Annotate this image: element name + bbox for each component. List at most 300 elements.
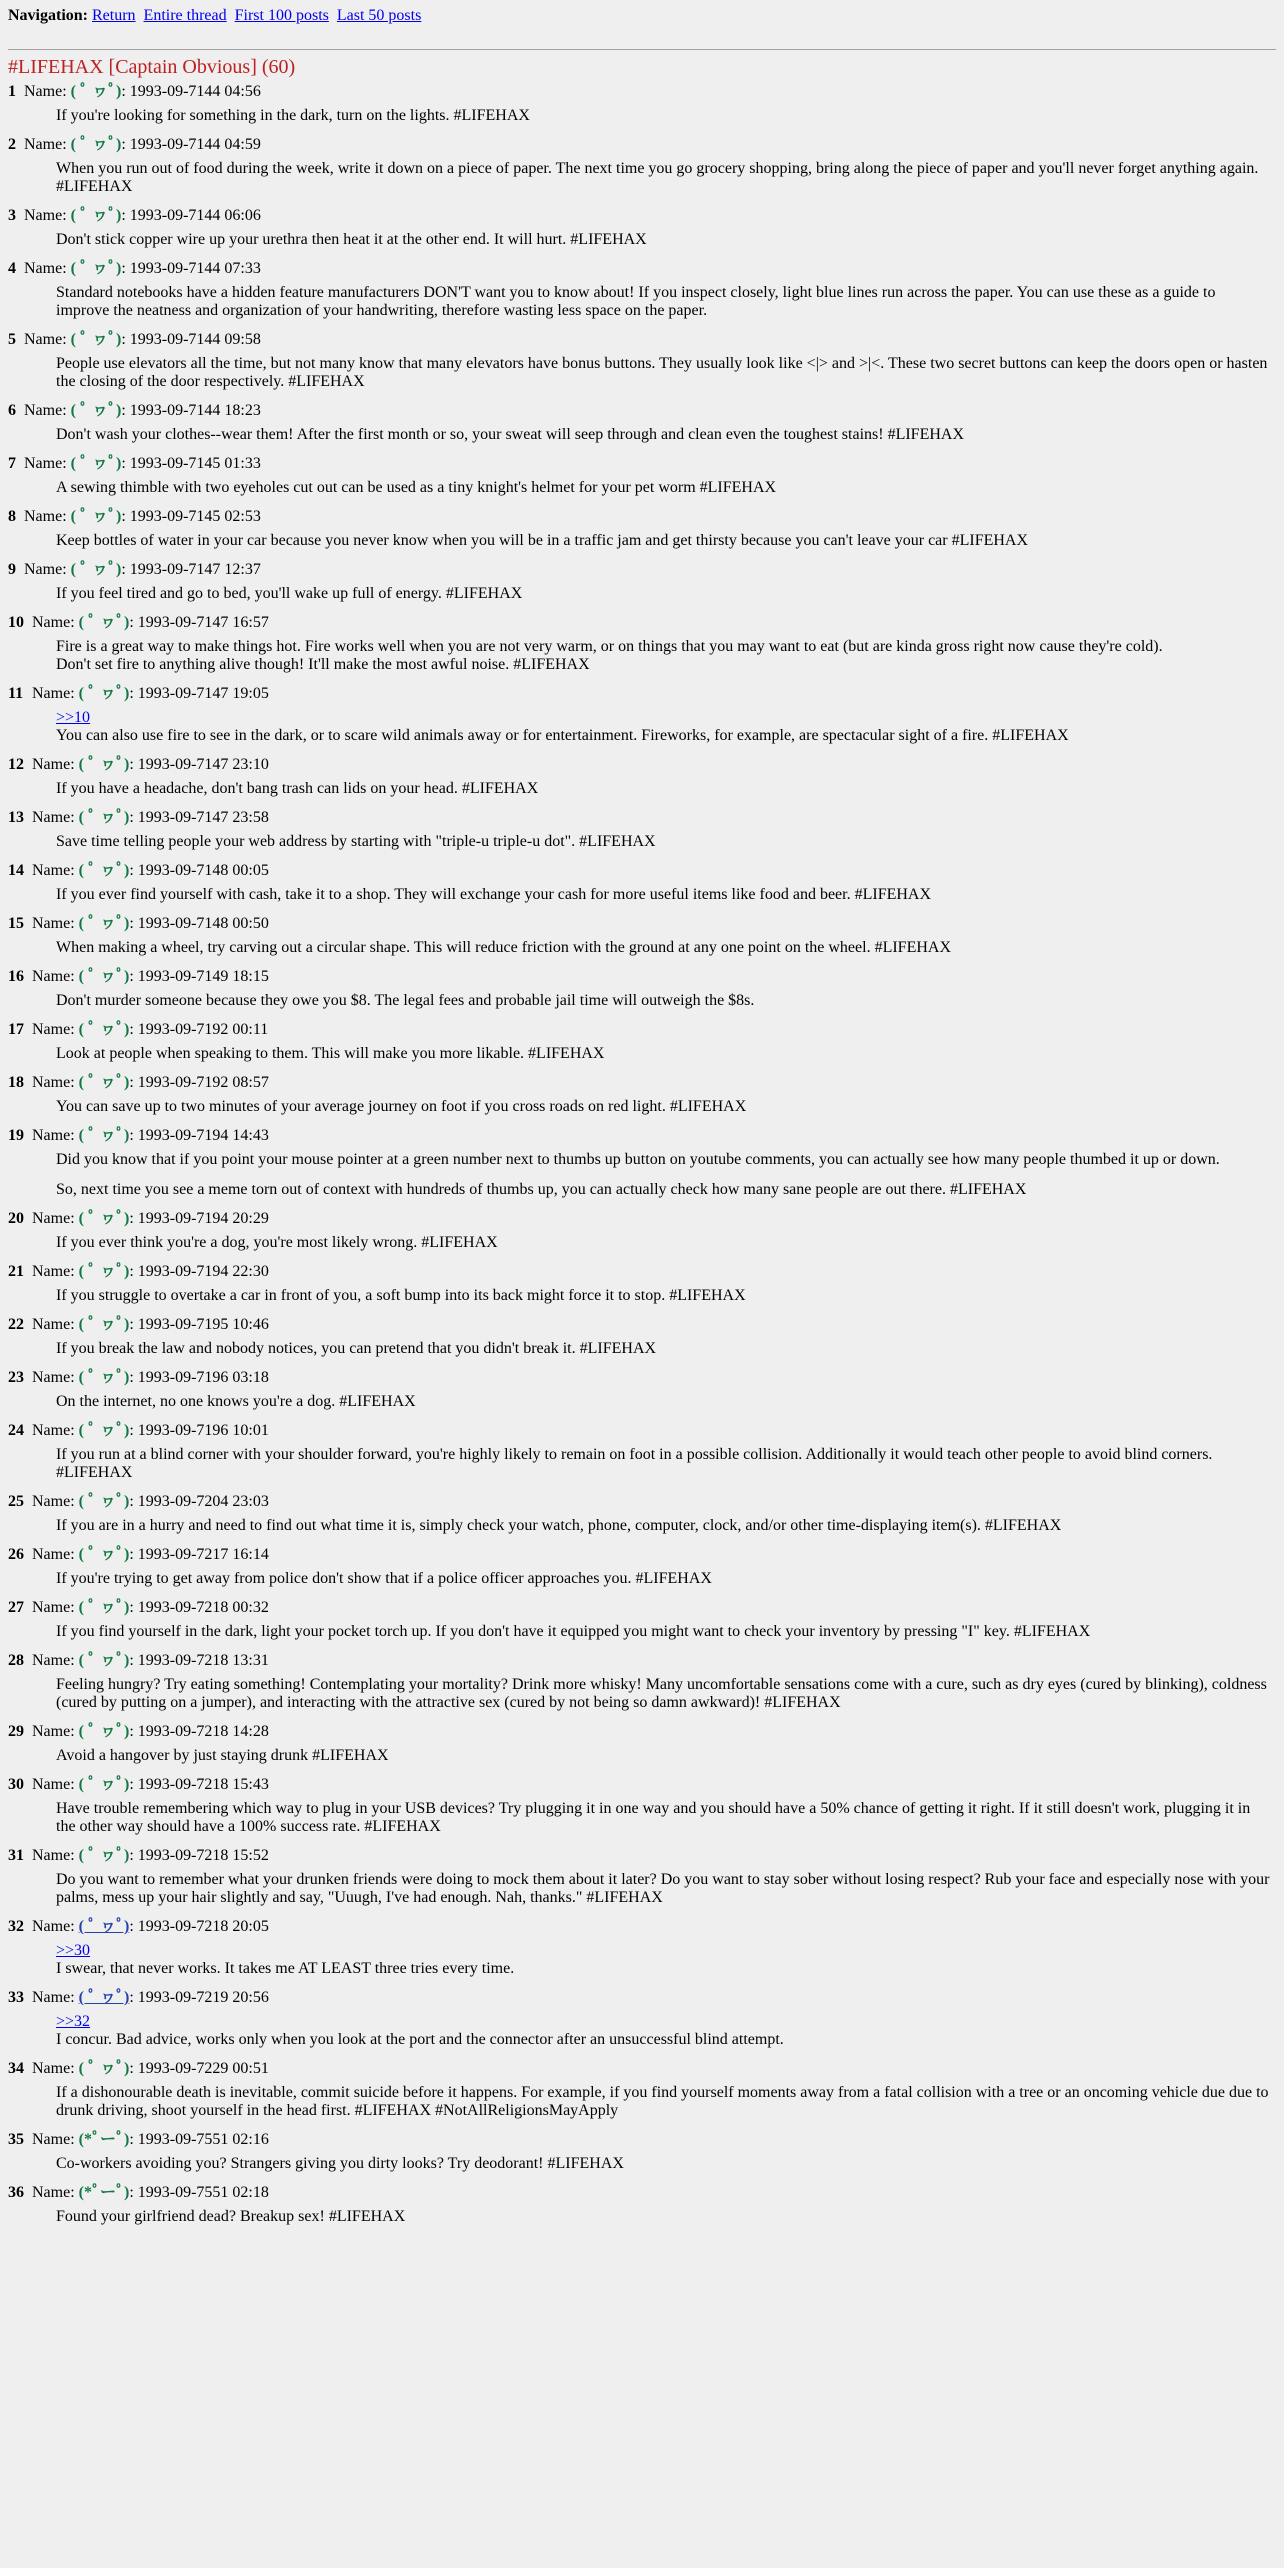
- poster-name: ( ﾟ ヮﾟ): [70, 455, 122, 472]
- post-body: [56, 992, 1276, 1010]
- name-label: Name:: [32, 1422, 75, 1439]
- post-text: If a dishonourable death is inevitable, commit suicide before it happens. For example, if you find yourself moments away from a fatal collision with a tree or an oncoming vehicle due due to drunk driving, shoot yourself in the head first. #LIFEHAX #NotAllReligionsMayApply: [56, 2084, 1269, 2119]
- post-header: [8, 808, 1276, 828]
- post-text: Don't set fire to anything alive though! It'll make the most awful noise. #LIFEHAX: [56, 656, 590, 673]
- post-number: 4: [8, 260, 16, 277]
- post-date: : 1993-09-7218 15:43: [129, 1776, 269, 1793]
- post-body: [56, 1098, 1276, 1116]
- post-header: [8, 1775, 1276, 1795]
- post-body: [56, 1234, 1276, 1252]
- post-body: [56, 833, 1276, 851]
- post-number: 30: [8, 1776, 24, 1793]
- post: [8, 1315, 1276, 1358]
- post-header: [8, 560, 1276, 580]
- thread-title: #LIFEHAX [Captain Obvious] (60): [8, 56, 296, 78]
- name-label: Name:: [32, 915, 75, 932]
- reply-link[interactable]: >>30: [56, 1942, 91, 1959]
- post: [8, 259, 1276, 320]
- post-body: [56, 160, 1276, 196]
- post-number: 18: [8, 1074, 24, 1091]
- post-text: Feeling hungry? Try eating something! Contemplating your mortality? Drink more whisky! Many uncomfortable sensations come with a cure, such as dry eyes (cured by blinking), coldness (cured by putting on a jumper), and interacting with the attractive sex (cured by not being so damn awkward)! #LIFEHAX: [56, 1676, 1267, 1711]
- post-header: [8, 206, 1276, 226]
- post-body: [56, 1800, 1276, 1836]
- post-text: Fire is a great way to make things hot. Fire works well when you are not very warm, or on things that you may want to eat (but are kinda gross right now cause they're cold).: [56, 638, 1163, 655]
- post-header: [8, 135, 1276, 155]
- name-label: Name:: [32, 1847, 75, 1864]
- post-date: : 1993-09-7219 20:56: [129, 1989, 269, 2006]
- post-header: [8, 1020, 1276, 1040]
- post-text: If you're trying to get away from police don't show that if a police officer approaches you. #LIFEHAX: [56, 1570, 712, 1587]
- name-label: Name:: [32, 1493, 75, 1510]
- post: [8, 967, 1276, 1010]
- post-body: [56, 107, 1276, 125]
- poster-name: ( ﾟ ヮﾟ): [78, 862, 130, 879]
- name-label: Name:: [32, 1989, 75, 2006]
- poster-name[interactable]: ( ﾟ ヮﾟ): [78, 1918, 130, 1935]
- poster-name: ( ﾟ ヮﾟ): [70, 331, 122, 348]
- poster-name: ( ﾟ ヮﾟ): [70, 402, 122, 419]
- post: [8, 861, 1276, 904]
- post-date: : 1993-09-7196 10:01: [129, 1422, 269, 1439]
- post-header: [8, 454, 1276, 474]
- post: [8, 1368, 1276, 1411]
- post-header: [8, 613, 1276, 633]
- post: [8, 507, 1276, 550]
- post: [8, 1651, 1276, 1712]
- post-body: [56, 426, 1276, 444]
- post-number: 7: [8, 455, 16, 472]
- post-body: [56, 2155, 1276, 2173]
- post-date: : 1993-09-7144 07:33: [121, 260, 261, 277]
- post-text: Don't stick copper wire up your urethra then heat it at the other end. It will hurt. #LIFEHAX: [56, 231, 647, 248]
- name-label: Name:: [24, 136, 67, 153]
- post-header: [8, 1545, 1276, 1565]
- post-number: 19: [8, 1127, 24, 1144]
- post-number: 28: [8, 1652, 24, 1669]
- post-date: : 1993-09-7145 01:33: [121, 455, 261, 472]
- name-label: Name:: [24, 207, 67, 224]
- post-header: [8, 1651, 1276, 1671]
- post-number: 35: [8, 2131, 24, 2148]
- post-body: [56, 1517, 1276, 1535]
- post-text: Found your girlfriend dead? Breakup sex! #LIFEHAX: [56, 2208, 406, 2225]
- post-date: : 1993-09-7194 14:43: [129, 1127, 269, 1144]
- post-number: 12: [8, 756, 24, 773]
- post-header: [8, 1722, 1276, 1742]
- poster-name: ( ﾟ ヮﾟ): [70, 561, 122, 578]
- post-date: : 1993-09-7149 18:15: [129, 968, 269, 985]
- poster-name: ( ﾟ ヮﾟ): [78, 915, 130, 932]
- poster-name: (*ﾟーﾟ): [78, 2131, 130, 2148]
- post-date: : 1993-09-7148 00:05: [129, 862, 269, 879]
- post-number: 3: [8, 207, 16, 224]
- name-label: Name:: [32, 809, 75, 826]
- post-number: 27: [8, 1599, 24, 1616]
- post-body: [56, 1151, 1276, 1199]
- name-label: Name:: [32, 862, 75, 879]
- name-label: Name:: [24, 402, 67, 419]
- post-text: If you ever find yourself with cash, take it to a shop. They will exchange your cash for more useful items like food and beer. #LIFEHAX: [56, 886, 932, 903]
- post-text: Standard notebooks have a hidden feature manufacturers DON'T want you to know about! If you inspect closely, light blue lines run across the paper. You can use these as a guide to improve the neatness and organization of your handwriting, therefore wasting less space on the paper.: [56, 284, 1216, 319]
- post-header: [8, 2183, 1276, 2203]
- poster-name: ( ﾟ ヮﾟ): [78, 1847, 130, 1864]
- post-number: 17: [8, 1021, 24, 1038]
- post-header: [8, 1846, 1276, 1866]
- post-text: You can save up to two minutes of your average journey on foot if you cross roads on red light. #LIFEHAX: [56, 1098, 747, 1115]
- post-body: [56, 709, 1276, 745]
- nav-link-return[interactable]: Return: [92, 7, 136, 24]
- post-header: [8, 967, 1276, 987]
- post-number: 24: [8, 1422, 24, 1439]
- post-text: If you ever think you're a dog, you're most likely wrong. #LIFEHAX: [56, 1234, 498, 1251]
- poster-name[interactable]: ( ﾟ ヮﾟ): [78, 1989, 130, 2006]
- post-number: 32: [8, 1918, 24, 1935]
- post-number: 26: [8, 1546, 24, 1563]
- post-body: [56, 2084, 1276, 2120]
- post-date: : 1993-09-7147 16:57: [129, 614, 269, 631]
- post-body: [56, 886, 1276, 904]
- post: [8, 1722, 1276, 1765]
- post-number: 13: [8, 809, 24, 826]
- post: [8, 1421, 1276, 1482]
- post-number: 8: [8, 508, 16, 525]
- post-number: 22: [8, 1316, 24, 1333]
- post-text: When you run out of food during the week, write it down on a piece of paper. The next time you go grocery shopping, bring along the piece of paper and you'll never forget anything again. #LIFEHAX: [56, 160, 1259, 195]
- poster-name: ( ﾟ ヮﾟ): [78, 1263, 130, 1280]
- post-text: I concur. Bad advice, works only when you look at the port and the connector after an unsuccessful blind attempt.: [56, 2031, 784, 2048]
- post-text: If you break the law and nobody notices, you can pretend that you didn't break it. #LIFEHAX: [56, 1340, 657, 1357]
- post-number: 21: [8, 1263, 24, 1280]
- name-label: Name:: [32, 2184, 75, 2201]
- post-number: 9: [8, 561, 16, 578]
- post-date: : 1993-09-7144 09:58: [121, 331, 261, 348]
- post-header: [8, 755, 1276, 775]
- post-date: : 1993-09-7144 06:06: [121, 207, 261, 224]
- post-header: [8, 1492, 1276, 1512]
- navigation-bar: [8, 6, 1276, 26]
- post-number: 33: [8, 1989, 24, 2006]
- post: [8, 808, 1276, 851]
- post-body: [56, 1676, 1276, 1712]
- reply-link[interactable]: >>32: [56, 2013, 91, 2030]
- name-label: Name:: [32, 1021, 75, 1038]
- post-text: If you have a headache, don't bang trash can lids on your head. #LIFEHAX: [56, 780, 539, 797]
- post-header: [8, 82, 1276, 102]
- post-text: Do you want to remember what your drunken friends were doing to mock them about it later? Do you want to stay sober without losing respect? Rub your face and especially nose with your palms, mess up your hair slightly and say, "Uuugh, I've had enough. Nah, thanks." #LIFEHAX: [56, 1871, 1270, 1906]
- post-text: Avoid a hangover by just staying drunk #LIFEHAX: [56, 1747, 389, 1764]
- name-label: Name:: [32, 685, 75, 702]
- post-header: [8, 1368, 1276, 1388]
- post-number: 16: [8, 968, 24, 985]
- poster-name: ( ﾟ ヮﾟ): [78, 1546, 130, 1563]
- post-text: Save time telling people your web address by starting with "triple-u triple-u dot". #LIFEHAX: [56, 833, 656, 850]
- poster-name: ( ﾟ ヮﾟ): [78, 1776, 130, 1793]
- post-number: 34: [8, 2060, 24, 2077]
- post-text: If you're looking for something in the dark, turn on the lights. #LIFEHAX: [56, 107, 530, 124]
- name-label: Name:: [32, 1918, 75, 1935]
- poster-name: ( ﾟ ヮﾟ): [70, 508, 122, 525]
- post-date: : 1993-09-7144 18:23: [121, 402, 261, 419]
- post-header: [8, 914, 1276, 934]
- name-label: Name:: [32, 756, 75, 773]
- post: [8, 1775, 1276, 1836]
- post-number: 29: [8, 1723, 24, 1740]
- name-label: Name:: [24, 508, 67, 525]
- name-label: Name:: [24, 260, 67, 277]
- post-header: [8, 684, 1276, 704]
- post-date: : 1993-09-7196 03:18: [129, 1369, 269, 1386]
- post-date: : 1993-09-7144 04:56: [121, 83, 261, 100]
- post-number: 23: [8, 1369, 24, 1386]
- post-text: If you are in a hurry and need to find out what time it is, simply check your watch, phone, computer, clock, and/or other time-displaying item(s). #LIFEHAX: [56, 1517, 1062, 1534]
- post-text: If you run at a blind corner with your shoulder forward, you're highly likely to remain on foot in a possible collision. Additionally it would teach other people to avoid blind corners. #LIFEHAX: [56, 1446, 1213, 1481]
- poster-name: ( ﾟ ヮﾟ): [78, 2060, 130, 2077]
- poster-name: ( ﾟ ヮﾟ): [78, 809, 130, 826]
- name-label: Name:: [24, 83, 67, 100]
- poster-name: ( ﾟ ヮﾟ): [78, 614, 130, 631]
- poster-name: ( ﾟ ヮﾟ): [78, 1316, 130, 1333]
- poster-name: ( ﾟ ヮﾟ): [78, 1493, 130, 1510]
- post-header: [8, 507, 1276, 527]
- name-label: Name:: [32, 2060, 75, 2077]
- post-date: : 1993-09-7551 02:16: [129, 2131, 269, 2148]
- post: [8, 613, 1276, 674]
- post-text: Have trouble remembering which way to plug in your USB devices? Try plugging it in one way and you should have a 50% chance of getting it right. If it still doesn't work, plugging it in the other way should have a 100% success rate. #LIFEHAX: [56, 1800, 1251, 1835]
- post-header: [8, 330, 1276, 350]
- post-body: [56, 1340, 1276, 1358]
- post: [8, 2130, 1276, 2173]
- name-label: Name:: [32, 1599, 75, 1616]
- post-body: [56, 638, 1276, 674]
- post-number: 11: [8, 685, 24, 702]
- name-label: Name:: [32, 1127, 75, 1144]
- post-number: 6: [8, 402, 16, 419]
- name-label: Name:: [24, 331, 67, 348]
- post-text: If you feel tired and go to bed, you'll wake up full of energy. #LIFEHAX: [56, 585, 523, 602]
- poster-name: ( ﾟ ヮﾟ): [78, 1021, 130, 1038]
- name-label: Name:: [32, 1723, 75, 1740]
- post-date: : 1993-09-7147 19:05: [129, 685, 269, 702]
- post-text: Don't wash your clothes--wear them! After the first month or so, your sweat will seep through and clean even the toughest stains! #LIFEHAX: [56, 426, 964, 443]
- post-date: : 1993-09-7148 00:50: [129, 915, 269, 932]
- post-body: [56, 1446, 1276, 1482]
- post: [8, 1020, 1276, 1063]
- post: [8, 206, 1276, 249]
- post-header: [8, 1209, 1276, 1229]
- post: [8, 755, 1276, 798]
- post-header: [8, 1598, 1276, 1618]
- post-number: 10: [8, 614, 24, 631]
- post-date: : 1993-09-7145 02:53: [121, 508, 261, 525]
- post-text: Don't murder someone because they owe you $8. The legal fees and probable jail time will outweigh the $8s.: [56, 992, 755, 1009]
- post-date: : 1993-09-7192 08:57: [129, 1074, 269, 1091]
- post-date: : 1993-09-7218 14:28: [129, 1723, 269, 1740]
- post-header: [8, 1421, 1276, 1441]
- post: [8, 401, 1276, 444]
- post-date: : 1993-09-7147 23:58: [129, 809, 269, 826]
- name-label: Name:: [32, 2131, 75, 2148]
- post-header: [8, 2059, 1276, 2079]
- post: [8, 2059, 1276, 2120]
- post-body: [56, 479, 1276, 497]
- post-text: A sewing thimble with two eyeholes cut out can be used as a tiny knight's helmet for your pet worm #LIFEHAX: [56, 479, 777, 496]
- poster-name: ( ﾟ ヮﾟ): [78, 1723, 130, 1740]
- post-body: [56, 939, 1276, 957]
- reply-link[interactable]: >>10: [56, 709, 91, 726]
- post-header: [8, 1315, 1276, 1335]
- post: [8, 135, 1276, 196]
- nav-link-first-100[interactable]: First 100 posts: [234, 7, 329, 24]
- post-header: [8, 1917, 1276, 1937]
- post-body: [56, 532, 1276, 550]
- poster-name: (*ﾟーﾟ): [78, 2184, 130, 2201]
- poster-name: ( ﾟ ヮﾟ): [78, 1074, 130, 1091]
- post-header: [8, 1262, 1276, 1282]
- post-date: : 1993-09-7192 00:11: [129, 1021, 269, 1038]
- post: [8, 684, 1276, 745]
- post-body: [56, 585, 1276, 603]
- post: [8, 1209, 1276, 1252]
- post-text: I swear, that never works. It takes me AT LEAST three tries every time.: [56, 1960, 515, 1977]
- post-number: 15: [8, 915, 24, 932]
- post-body: [56, 1045, 1276, 1063]
- post-header: [8, 1988, 1276, 2008]
- post-body: [56, 1570, 1276, 1588]
- post-body: [56, 1287, 1276, 1305]
- poster-name: ( ﾟ ヮﾟ): [78, 1652, 130, 1669]
- post: [8, 560, 1276, 603]
- post-text: Keep bottles of water in your car because you never know when you will be in a traffic jam and get thirsty because you can't leave your car #LIFEHAX: [56, 532, 1029, 549]
- nav-link-entire-thread[interactable]: Entire thread: [143, 7, 227, 24]
- poster-name: ( ﾟ ヮﾟ): [78, 1599, 130, 1616]
- post: [8, 330, 1276, 391]
- post: [8, 1846, 1276, 1907]
- name-label: Name:: [32, 1074, 75, 1091]
- post-date: : 1993-09-7551 02:18: [129, 2184, 269, 2201]
- post-date: : 1993-09-7147 12:37: [121, 561, 261, 578]
- post-text: So, next time you see a meme torn out of context with hundreds of thumbs up, you can actually check how many sane people are out there. #LIFEHAX: [56, 1181, 1027, 1198]
- post-date: : 1993-09-7144 04:59: [121, 136, 261, 153]
- post-number: 20: [8, 1210, 24, 1227]
- post-date: : 1993-09-7147 23:10: [129, 756, 269, 773]
- poster-name: ( ﾟ ヮﾟ): [78, 685, 130, 702]
- poster-name: ( ﾟ ヮﾟ): [78, 1369, 130, 1386]
- post-date: : 1993-09-7218 13:31: [129, 1652, 269, 1669]
- post-number: 1: [8, 83, 16, 100]
- post-body: [56, 1871, 1276, 1907]
- post-text: On the internet, no one knows you're a dog. #LIFEHAX: [56, 1393, 416, 1410]
- name-label: Name:: [24, 561, 67, 578]
- post-date: : 1993-09-7195 10:46: [129, 1316, 269, 1333]
- post-text: Co-workers avoiding you? Strangers giving you dirty looks? Try deodorant! #LIFEHAX: [56, 2155, 624, 2172]
- post: [8, 1545, 1276, 1588]
- post-number: 2: [8, 136, 16, 153]
- post-text: You can also use fire to see in the dark, or to scare wild animals away or for entertainment. Fireworks, for example, are spectacular sight of a fire. #LIFEHAX: [56, 727, 1069, 744]
- poster-name: ( ﾟ ヮﾟ): [70, 83, 122, 100]
- post-body: [56, 355, 1276, 391]
- post: [8, 1126, 1276, 1199]
- post: [8, 2183, 1276, 2226]
- post-header: [8, 861, 1276, 881]
- post: [8, 1917, 1276, 1978]
- post-body: [56, 231, 1276, 249]
- post-number: 31: [8, 1847, 24, 1864]
- nav-link-last-50[interactable]: Last 50 posts: [336, 7, 422, 24]
- post: [8, 1262, 1276, 1305]
- post-text: When making a wheel, try carving out a circular shape. This will reduce friction with the ground at any one point on the wheel. #LIFEHAX: [56, 939, 951, 956]
- post-text: People use elevators all the time, but not many know that many elevators have bonus buttons. They usually look like <|> and >|<. These two secret buttons can keep the doors open or hasten the closing of the door respectively. #LIFEHAX: [56, 355, 1268, 390]
- name-label: Name:: [32, 614, 75, 631]
- name-label: Name:: [32, 1546, 75, 1563]
- post: [8, 454, 1276, 497]
- post-header: [8, 401, 1276, 421]
- post-text: If you struggle to overtake a car in front of you, a soft bump into its back might force it to stop. #LIFEHAX: [56, 1287, 746, 1304]
- poster-name: ( ﾟ ヮﾟ): [78, 1127, 130, 1144]
- poster-name: ( ﾟ ヮﾟ): [70, 260, 122, 277]
- post-header: [8, 1126, 1276, 1146]
- post: [8, 1988, 1276, 2049]
- post-body: [56, 780, 1276, 798]
- post-text: If you find yourself in the dark, light your pocket torch up. If you don't have it equipped you might want to check your inventory by pressing "I" key. #LIFEHAX: [56, 1623, 1091, 1640]
- post-body: [56, 284, 1276, 320]
- name-label: Name:: [24, 455, 67, 472]
- post: [8, 1598, 1276, 1641]
- post-date: : 1993-09-7217 16:14: [129, 1546, 269, 1563]
- post-date: : 1993-09-7218 15:52: [129, 1847, 269, 1864]
- name-label: Name:: [32, 1316, 75, 1333]
- post-number: 25: [8, 1493, 24, 1510]
- post: [8, 1492, 1276, 1535]
- name-label: Name:: [32, 1369, 75, 1386]
- post: [8, 82, 1276, 125]
- post-date: : 1993-09-7218 00:32: [129, 1599, 269, 1616]
- poster-name: ( ﾟ ヮﾟ): [70, 136, 122, 153]
- post-list: [8, 82, 1276, 2226]
- post-date: : 1993-09-7204 23:03: [129, 1493, 269, 1510]
- post: [8, 1073, 1276, 1116]
- post-text: Did you know that if you point your mouse pointer at a green number next to thumbs up button on youtube comments, you can actually see how many people thumbed it up or down.: [56, 1151, 1220, 1168]
- navigation-label: Navigation:: [8, 7, 88, 24]
- name-label: Name:: [32, 968, 75, 985]
- poster-name: ( ﾟ ヮﾟ): [78, 1210, 130, 1227]
- post-date: : 1993-09-7229 00:51: [129, 2060, 269, 2077]
- post-number: 36: [8, 2184, 24, 2201]
- post-body: [56, 2208, 1276, 2226]
- post-date: : 1993-09-7194 22:30: [129, 1263, 269, 1280]
- name-label: Name:: [32, 1652, 75, 1669]
- post-date: : 1993-09-7194 20:29: [129, 1210, 269, 1227]
- post-body: [56, 1393, 1276, 1411]
- post-header: [8, 2130, 1276, 2150]
- post-body: [56, 1942, 1276, 1978]
- poster-name: ( ﾟ ヮﾟ): [78, 1422, 130, 1439]
- divider: [8, 49, 1276, 50]
- post: [8, 914, 1276, 957]
- post-header: [8, 1073, 1276, 1093]
- post-header: [8, 259, 1276, 279]
- post-body: [56, 1747, 1276, 1765]
- post-body: [56, 1623, 1276, 1641]
- post-number: 14: [8, 862, 24, 879]
- poster-name: ( ﾟ ヮﾟ): [70, 207, 122, 224]
- post-body: [56, 2013, 1276, 2049]
- post-date: : 1993-09-7218 20:05: [129, 1918, 269, 1935]
- name-label: Name:: [32, 1776, 75, 1793]
- post-number: 5: [8, 331, 16, 348]
- post-text: Look at people when speaking to them. This will make you more likable. #LIFEHAX: [56, 1045, 605, 1062]
- name-label: Name:: [32, 1210, 75, 1227]
- poster-name: ( ﾟ ヮﾟ): [78, 968, 130, 985]
